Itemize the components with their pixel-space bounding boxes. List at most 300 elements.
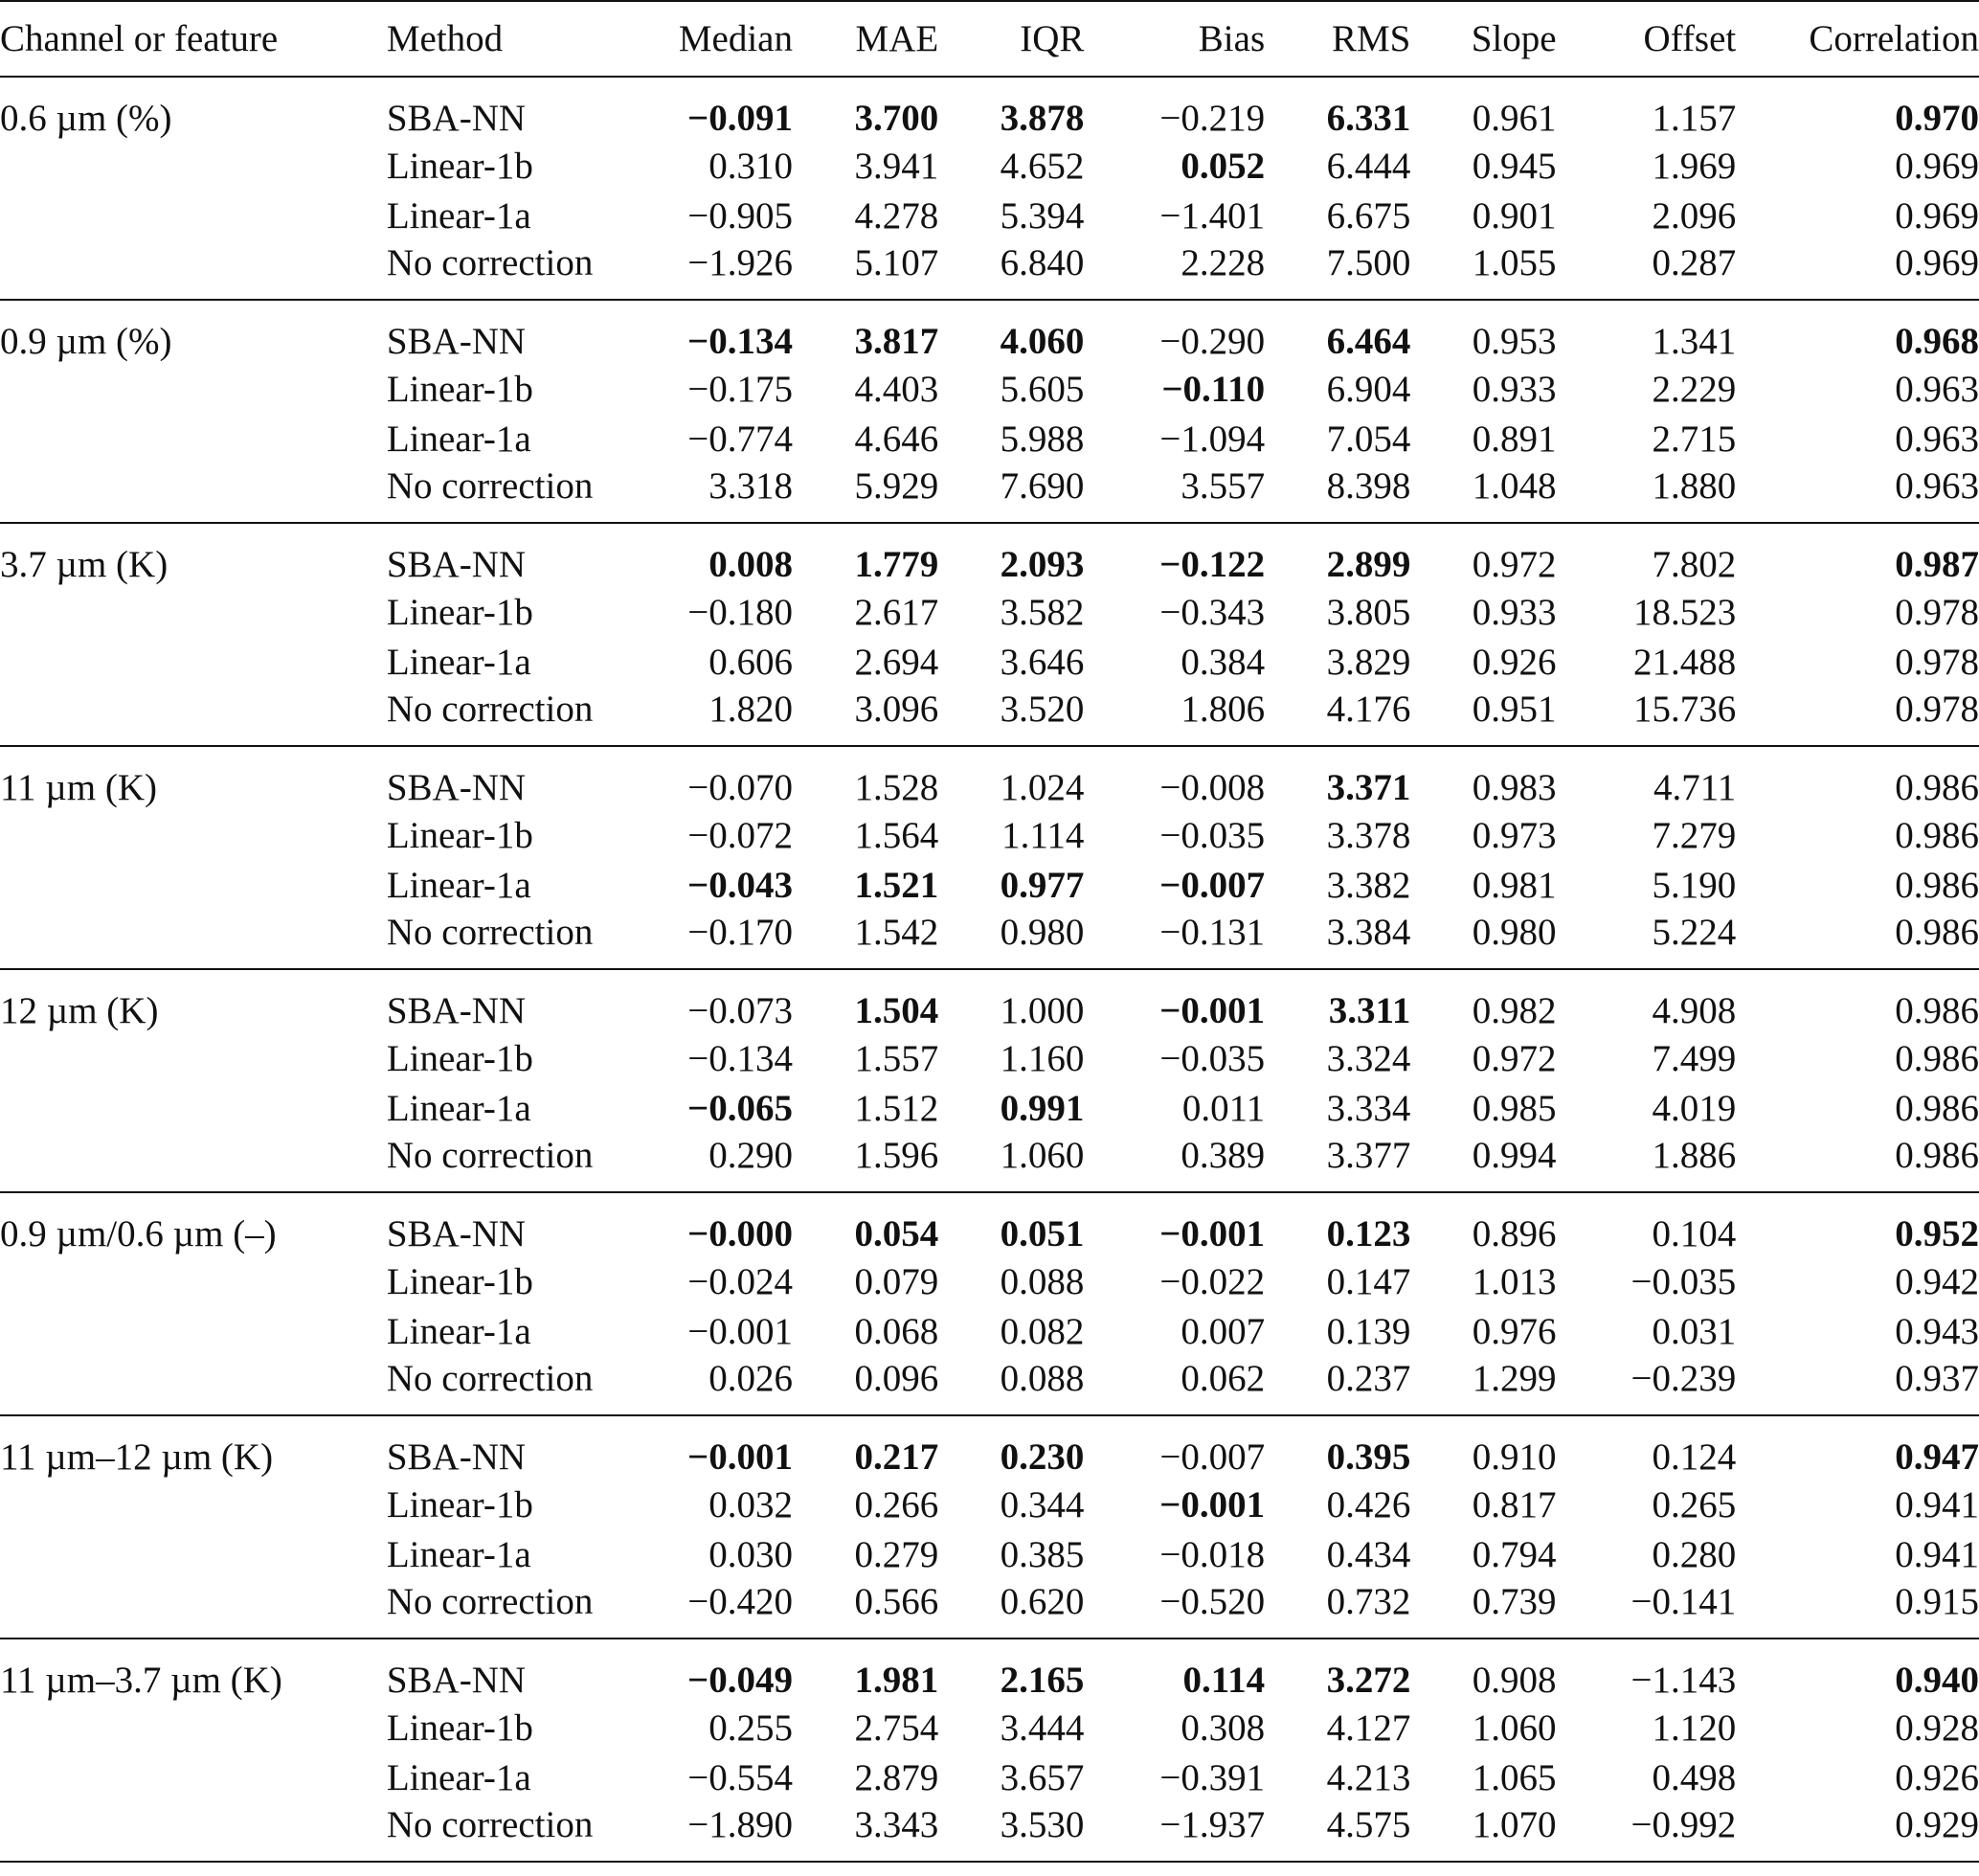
feature-group (0, 969, 1979, 1192)
mae-cell: 4.403 (854, 368, 939, 410)
rms-cell: 0.237 (1326, 1358, 1411, 1399)
mae-cell: 0.266 (854, 1483, 939, 1526)
slope-cell: 0.896 (1472, 1213, 1557, 1254)
iqr-cell: 2.093 (1000, 544, 1085, 585)
correlation-cell: 0.929 (1895, 1804, 1979, 1845)
bias-cell: 0.011 (1181, 1087, 1266, 1129)
table-row (0, 364, 1979, 414)
iqr-cell: 0.980 (1000, 912, 1085, 953)
slope-cell: 0.908 (1472, 1660, 1557, 1701)
table-row (0, 191, 1979, 240)
feature-cell: 11 µm (K) (0, 767, 157, 808)
feature-cell: 0.9 µm/0.6 µm (–) (0, 1213, 277, 1254)
method-cell: No correction (386, 465, 594, 507)
slope-cell: 0.739 (1472, 1581, 1557, 1622)
correlation-cell: 0.915 (1895, 1581, 1979, 1622)
slope-cell: 1.013 (1472, 1260, 1557, 1302)
feature-cell (0, 587, 387, 637)
slope-cell: 1.070 (1472, 1804, 1557, 1845)
iqr-cell: 2.165 (1000, 1660, 1085, 1701)
feature-cell (0, 141, 387, 191)
bias-cell: −0.290 (1159, 321, 1266, 362)
bias-cell: −0.219 (1159, 98, 1266, 139)
table-row (0, 1639, 1979, 1703)
offset-cell: 0.031 (1652, 1310, 1737, 1352)
offset-cell: 0.104 (1652, 1213, 1737, 1254)
table-row (0, 1083, 1979, 1133)
bias-cell: −0.131 (1159, 912, 1266, 953)
feature-cell: 12 µm (K) (0, 990, 159, 1031)
correlation-cell: 0.947 (1895, 1436, 1979, 1478)
correlation-cell: 0.987 (1895, 544, 1979, 585)
table-row (0, 1703, 1979, 1752)
feature-group (0, 300, 1979, 523)
bias-cell: −1.401 (1159, 194, 1266, 237)
iqr-cell: 0.230 (1000, 1436, 1085, 1478)
correlation-cell: 0.986 (1895, 990, 1979, 1031)
iqr-cell: 3.530 (1000, 1804, 1085, 1845)
method-cell: SBA-NN (386, 1660, 527, 1701)
offset-cell: 5.190 (1652, 864, 1737, 906)
feature-cell (0, 637, 387, 687)
correlation-cell: 0.978 (1895, 689, 1979, 730)
mae-cell: 1.557 (854, 1037, 939, 1079)
rms-cell: 3.805 (1326, 591, 1411, 633)
rms-cell: 3.371 (1326, 767, 1411, 808)
rms-cell: 0.732 (1326, 1581, 1411, 1622)
offset-cell: 0.124 (1652, 1436, 1737, 1478)
mae-cell: 5.929 (854, 465, 939, 507)
mae-cell: 0.096 (854, 1358, 939, 1399)
feature-group (0, 1192, 1979, 1415)
feature-cell (0, 1579, 387, 1639)
slope-cell: 0.933 (1472, 368, 1557, 410)
bias-cell: 1.806 (1181, 689, 1266, 730)
bias-cell: −0.110 (1161, 368, 1266, 410)
offset-cell: 1.886 (1652, 1135, 1737, 1176)
slope-cell: 1.048 (1472, 465, 1557, 507)
iqr-cell: 1.160 (1000, 1037, 1085, 1079)
bias-cell: 0.384 (1181, 641, 1266, 683)
median-cell: −0.134 (687, 321, 793, 362)
slope-cell: 0.953 (1472, 321, 1557, 362)
correlation-cell: 0.969 (1895, 242, 1979, 283)
rms-cell: 0.139 (1326, 1310, 1411, 1352)
offset-cell: 5.224 (1652, 912, 1737, 953)
feature-cell (0, 1529, 387, 1579)
method-cell: Linear-1b (386, 1260, 533, 1302)
method-cell: Linear-1b (386, 1706, 533, 1749)
mae-cell: 5.107 (854, 242, 939, 283)
correlation-cell: 0.970 (1895, 98, 1979, 139)
iqr-cell: 3.657 (1000, 1756, 1085, 1798)
mae-cell: 3.817 (854, 321, 939, 362)
correlation-cell: 0.968 (1895, 321, 1979, 362)
offset-cell: 0.280 (1652, 1533, 1737, 1575)
feature-cell (0, 414, 387, 463)
slope-cell: 0.901 (1472, 194, 1557, 237)
mae-cell: 3.096 (854, 689, 939, 730)
feature-group (0, 523, 1979, 746)
median-cell: −0.070 (687, 767, 793, 808)
offset-cell: 0.287 (1652, 242, 1737, 283)
iqr-cell: 4.652 (1000, 145, 1085, 187)
correlation-cell: 0.926 (1895, 1756, 1979, 1798)
bias-cell: −1.094 (1159, 418, 1266, 460)
method-cell: No correction (386, 689, 594, 730)
rms-cell: 8.398 (1326, 465, 1411, 507)
mae-cell: 1.542 (854, 912, 939, 953)
table-row (0, 810, 1979, 860)
offset-cell: 18.523 (1633, 591, 1737, 633)
method-cell: SBA-NN (386, 767, 527, 808)
median-cell: −0.420 (687, 1581, 793, 1622)
bias-cell: −0.001 (1159, 1213, 1266, 1254)
rms-cell: 3.829 (1326, 641, 1411, 683)
bias-cell: 0.389 (1181, 1135, 1266, 1176)
table-row (0, 1192, 1979, 1256)
slope-cell: 0.980 (1472, 912, 1557, 953)
mae-cell: 1.528 (854, 767, 939, 808)
bias-cell: −0.035 (1159, 1037, 1266, 1079)
method-cell: Linear-1b (386, 368, 533, 410)
offset-cell: 1.341 (1652, 321, 1737, 362)
slope-cell: 0.951 (1472, 689, 1557, 730)
iqr-cell: 1.000 (1000, 990, 1085, 1031)
slope-cell: 0.985 (1472, 1087, 1557, 1129)
iqr-cell: 3.878 (1000, 98, 1085, 139)
mae-cell: 0.054 (854, 1213, 939, 1254)
bias-cell: −0.018 (1159, 1533, 1266, 1575)
median-cell: 1.820 (708, 689, 793, 730)
median-cell: 0.008 (708, 544, 793, 585)
table-row (0, 1133, 1979, 1192)
slope-cell: 0.994 (1472, 1135, 1557, 1176)
table-row (0, 523, 1979, 587)
feature-cell: 11 µm–12 µm (K) (0, 1436, 274, 1478)
method-cell: SBA-NN (386, 321, 527, 362)
feature-group (0, 1639, 1979, 1862)
median-cell: 0.310 (708, 145, 793, 187)
table-row (0, 860, 1979, 910)
iqr-cell: 1.060 (1000, 1135, 1085, 1176)
offset-cell: 7.499 (1652, 1037, 1737, 1079)
table-row (0, 1356, 1979, 1415)
slope-cell: 0.981 (1472, 864, 1557, 906)
correlation-cell: 0.963 (1895, 368, 1979, 410)
method-cell: No correction (386, 242, 594, 283)
iqr-cell: 0.991 (1000, 1087, 1085, 1129)
iqr-cell: 4.060 (1000, 321, 1085, 362)
slope-cell: 0.926 (1472, 641, 1557, 683)
mae-cell: 1.779 (854, 544, 939, 585)
feature-cell (0, 364, 387, 414)
correlation-cell: 0.986 (1895, 814, 1979, 856)
method-cell: Linear-1b (386, 814, 533, 856)
feature-cell (0, 1703, 387, 1752)
feature-cell (0, 240, 387, 300)
slope-cell: 1.055 (1472, 242, 1557, 283)
feature-cell (0, 687, 387, 746)
mae-cell: 1.504 (854, 990, 939, 1031)
method-cell: Linear-1b (386, 1037, 533, 1079)
table-row (0, 300, 1979, 364)
feature-cell (0, 910, 387, 969)
bias-cell: −0.022 (1159, 1260, 1266, 1302)
iqr-cell: 0.051 (1000, 1213, 1085, 1254)
table-row (0, 1415, 1979, 1480)
rms-cell: 3.377 (1326, 1135, 1411, 1176)
mae-cell: 1.596 (854, 1135, 939, 1176)
bias-cell: 0.007 (1181, 1310, 1266, 1352)
header-slope: Slope (1410, 1, 1556, 77)
slope-cell: 0.933 (1472, 591, 1557, 633)
bias-cell: −0.035 (1159, 814, 1266, 856)
correlation-cell: 0.928 (1895, 1706, 1979, 1749)
feature-cell (0, 1083, 387, 1133)
mae-cell: 0.217 (854, 1436, 939, 1478)
mae-cell: 2.754 (854, 1706, 939, 1749)
table-row (0, 587, 1979, 637)
iqr-cell: 0.977 (1000, 864, 1085, 906)
median-cell: −0.175 (687, 368, 793, 410)
iqr-cell: 3.646 (1000, 641, 1085, 683)
rms-cell: 3.272 (1326, 1660, 1411, 1701)
slope-cell: 0.794 (1472, 1533, 1557, 1575)
rms-cell: 4.575 (1326, 1804, 1411, 1845)
mae-cell: 0.079 (854, 1260, 939, 1302)
feature-cell (0, 1752, 387, 1802)
feature-cell: 0.9 µm (%) (0, 321, 172, 362)
bias-cell: −1.937 (1159, 1804, 1266, 1845)
mae-cell: 1.521 (854, 864, 939, 906)
method-cell: Linear-1a (386, 864, 531, 906)
correlation-cell: 0.941 (1895, 1483, 1979, 1526)
median-cell: 0.030 (708, 1533, 793, 1575)
header-row (0, 1, 1979, 77)
feature-cell (0, 1133, 387, 1192)
offset-cell: 1.157 (1652, 98, 1737, 139)
slope-cell: 0.983 (1472, 767, 1557, 808)
table-row (0, 1033, 1979, 1083)
mae-cell: 2.694 (854, 641, 939, 683)
median-cell: −0.024 (687, 1260, 793, 1302)
correlation-cell: 0.969 (1895, 194, 1979, 237)
slope-cell: 0.976 (1472, 1310, 1557, 1352)
feature-cell: 11 µm–3.7 µm (K) (0, 1660, 282, 1701)
method-cell: Linear-1a (386, 1756, 531, 1798)
bias-cell: −0.007 (1159, 1436, 1266, 1478)
feature-cell (0, 1480, 387, 1529)
offset-cell: 0.498 (1652, 1756, 1737, 1798)
mae-cell: 1.512 (854, 1087, 939, 1129)
correlation-cell: 0.940 (1895, 1660, 1979, 1701)
correlation-cell: 0.969 (1895, 145, 1979, 187)
rms-cell: 3.334 (1326, 1087, 1411, 1129)
header-bias: Bias (1084, 1, 1265, 77)
table-row (0, 910, 1979, 969)
rms-cell: 0.395 (1326, 1436, 1411, 1478)
feature-group (0, 746, 1979, 969)
iqr-cell: 3.444 (1000, 1706, 1085, 1749)
iqr-cell: 0.344 (1000, 1483, 1085, 1526)
method-cell: Linear-1b (386, 145, 533, 187)
feature-cell (0, 1306, 387, 1356)
rms-cell: 3.311 (1328, 990, 1411, 1031)
median-cell: −0.043 (687, 864, 793, 906)
rms-cell: 6.444 (1326, 145, 1411, 187)
mae-cell: 1.564 (854, 814, 939, 856)
rms-cell: 6.904 (1326, 368, 1411, 410)
table-row (0, 746, 1979, 810)
feature-cell: 0.6 µm (%) (0, 98, 172, 139)
offset-cell: 4.019 (1652, 1087, 1737, 1129)
median-cell: −0.001 (687, 1310, 793, 1352)
median-cell: −1.890 (687, 1804, 793, 1845)
offset-cell: −0.992 (1630, 1804, 1737, 1845)
offset-cell: −0.035 (1630, 1260, 1737, 1302)
offset-cell: 4.711 (1653, 767, 1737, 808)
iqr-cell: 5.394 (1000, 194, 1085, 237)
slope-cell: 0.972 (1472, 544, 1557, 585)
offset-cell: 7.279 (1652, 814, 1737, 856)
slope-cell: 0.945 (1472, 145, 1557, 187)
feature-cell (0, 810, 387, 860)
iqr-cell: 0.620 (1000, 1581, 1085, 1622)
offset-cell: −0.239 (1630, 1358, 1737, 1399)
mae-cell: 2.617 (854, 591, 939, 633)
rms-cell: 7.500 (1326, 242, 1411, 283)
method-cell: No correction (386, 1358, 594, 1399)
iqr-cell: 5.988 (1000, 418, 1085, 460)
table-row (0, 414, 1979, 463)
iqr-cell: 1.114 (1001, 814, 1085, 856)
bias-cell: 2.228 (1181, 242, 1266, 283)
header-rms: RMS (1265, 1, 1410, 77)
median-cell: −0.180 (687, 591, 793, 633)
median-cell: −0.091 (687, 98, 793, 139)
method-cell: No correction (386, 1581, 594, 1622)
slope-cell: 0.891 (1472, 418, 1557, 460)
table-row (0, 1579, 1979, 1639)
table-row (0, 1256, 1979, 1306)
rms-cell: 7.054 (1326, 418, 1411, 460)
table-header (0, 1, 1979, 77)
slope-cell: 0.972 (1472, 1037, 1557, 1079)
correlation-cell: 0.986 (1895, 864, 1979, 906)
bias-cell: 0.062 (1181, 1358, 1266, 1399)
iqr-cell: 5.605 (1000, 368, 1085, 410)
method-cell: Linear-1a (386, 1533, 531, 1575)
feature-cell (0, 860, 387, 910)
correlation-cell: 0.941 (1895, 1533, 1979, 1575)
rms-cell: 3.382 (1326, 864, 1411, 906)
rms-cell: 6.464 (1326, 321, 1411, 362)
median-cell: −0.170 (687, 912, 793, 953)
iqr-cell: 0.082 (1000, 1310, 1085, 1352)
median-cell: −0.072 (687, 814, 793, 856)
method-cell: Linear-1a (386, 641, 531, 683)
slope-cell: 0.961 (1472, 98, 1557, 139)
iqr-cell: 0.088 (1000, 1358, 1085, 1399)
method-cell: Linear-1a (386, 418, 531, 460)
table-row (0, 1802, 1979, 1862)
table-row (0, 969, 1979, 1033)
offset-cell: −0.141 (1630, 1581, 1737, 1622)
method-cell: Linear-1a (386, 1310, 531, 1352)
rms-cell: 4.127 (1326, 1706, 1411, 1749)
correlation-cell: 0.952 (1895, 1213, 1979, 1254)
offset-cell: 1.969 (1652, 145, 1737, 187)
table-row (0, 141, 1979, 191)
header-method: Method (387, 1, 610, 77)
method-cell: SBA-NN (386, 544, 527, 585)
bias-cell: 3.557 (1181, 465, 1266, 507)
feature-group (0, 1415, 1979, 1639)
offset-cell: 2.229 (1652, 368, 1737, 410)
offset-cell: 2.096 (1652, 194, 1737, 237)
rms-cell: 0.147 (1326, 1260, 1411, 1302)
bias-cell: −0.001 (1159, 1483, 1266, 1526)
rms-cell: 6.331 (1326, 98, 1411, 139)
feature-cell (0, 1356, 387, 1415)
header-correlation: Correlation (1736, 1, 1979, 77)
mae-cell: 2.879 (854, 1756, 939, 1798)
iqr-cell: 6.840 (1000, 242, 1085, 283)
rms-cell: 0.123 (1326, 1213, 1411, 1254)
table-row (0, 77, 1979, 141)
slope-cell: 1.060 (1472, 1706, 1557, 1749)
correlation-cell: 0.943 (1895, 1310, 1979, 1352)
table-row (0, 463, 1979, 523)
bias-cell: −0.343 (1159, 591, 1266, 633)
mae-cell: 0.279 (854, 1533, 939, 1575)
mae-cell: 3.941 (854, 145, 939, 187)
mae-cell: 1.981 (854, 1660, 939, 1701)
offset-cell: 1.880 (1652, 465, 1737, 507)
iqr-cell: 0.088 (1000, 1260, 1085, 1302)
method-cell: SBA-NN (386, 1436, 527, 1478)
offset-cell: −1.143 (1630, 1660, 1737, 1701)
offset-cell: 4.908 (1652, 990, 1737, 1031)
header-offset: Offset (1557, 1, 1737, 77)
method-cell: No correction (386, 1804, 594, 1845)
rms-cell: 3.384 (1326, 912, 1411, 953)
offset-cell: 1.120 (1652, 1706, 1737, 1749)
table-row (0, 687, 1979, 746)
correlation-cell: 0.963 (1895, 418, 1979, 460)
median-cell: −0.134 (687, 1037, 793, 1079)
mae-cell: 4.646 (854, 418, 939, 460)
slope-cell: 0.982 (1472, 990, 1557, 1031)
method-cell: Linear-1b (386, 591, 533, 633)
offset-cell: 0.265 (1652, 1483, 1737, 1526)
bias-cell: −0.001 (1159, 990, 1266, 1031)
median-cell: −0.905 (687, 194, 793, 237)
offset-cell: 2.715 (1652, 418, 1737, 460)
header-median: Median (610, 1, 793, 77)
header-iqr: IQR (938, 1, 1084, 77)
slope-cell: 0.973 (1472, 814, 1557, 856)
table-row (0, 1480, 1979, 1529)
bias-cell: −0.008 (1159, 767, 1266, 808)
mae-cell: 4.278 (854, 194, 939, 237)
offset-cell: 7.802 (1652, 544, 1737, 585)
median-cell: −0.065 (687, 1087, 793, 1129)
table-row (0, 1529, 1979, 1579)
median-cell: 3.318 (708, 465, 793, 507)
method-cell: No correction (386, 1135, 594, 1176)
